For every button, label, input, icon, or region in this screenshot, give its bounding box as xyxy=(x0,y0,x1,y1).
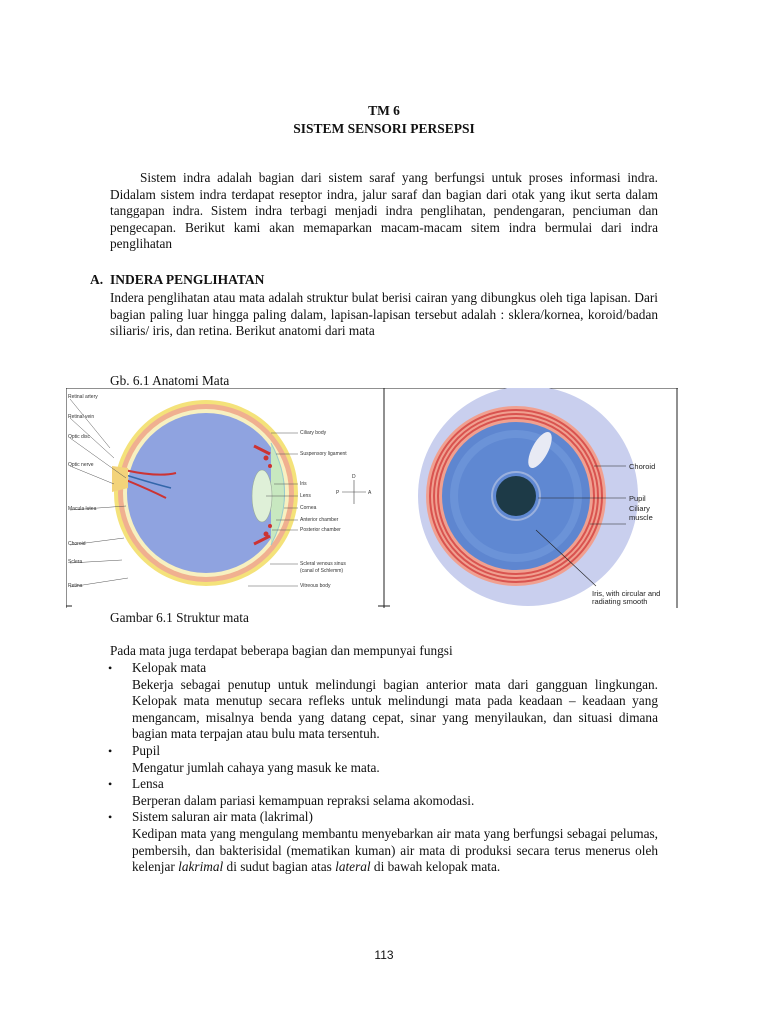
function-list xyxy=(108,660,658,876)
label-choroid: Choroid xyxy=(68,541,86,547)
figure-frame xyxy=(66,388,678,608)
svg-text:Ciliary body: Ciliary body xyxy=(300,430,327,436)
svg-text:radiating smooth: radiating smooth xyxy=(592,597,648,606)
list-item-term: Lensa xyxy=(132,776,164,792)
page-title: SISTEM SENSORI PERSEPSI xyxy=(293,121,475,136)
svg-text:(canal of Schlemm): (canal of Schlemm) xyxy=(300,568,344,574)
iris-front-view xyxy=(418,388,638,606)
list-item-desc: Bekerja sebagai penutup untuk melindungi bagian anterior mata dari gangguan lingkungan. Kelopak mata menutup secara refleks untuk melindungi mata pada keadaan – keadaan yang mengancam, misalnya benda yang datang cepat, sinar yang menyilaukan, dan situasi dimana bagian mata terpajan atau bulu mata tersentuh. xyxy=(132,676,658,742)
desc-text: di sudut bagian atas xyxy=(223,859,336,875)
desc-text: Kedipan mata yang mengulang membantu menyebarkan air mata yang berfungsi sebagai pelumas, pembersih, dan bakterisidal (mematikan kuman) air mata di produksi secara terus menerus oleh kelenjar xyxy=(132,825,658,875)
svg-text:A: A xyxy=(368,490,372,496)
section-heading: INDERA PENGLIHATAN xyxy=(110,272,265,287)
svg-text:Vitreous body: Vitreous body xyxy=(300,583,331,589)
left-labels-right xyxy=(300,430,347,589)
label-retina: Retina xyxy=(68,583,83,589)
functions-intro: Pada mata juga terdapat beberapa bagian dan mempunyai fungsi xyxy=(110,643,453,658)
label-optic-disc: Optic disc xyxy=(68,434,90,440)
figure-caption-top: Gb. 6.1 Anatomi Mata xyxy=(110,373,230,388)
desc-italic-term: lakrimal xyxy=(178,859,224,875)
list-item-desc xyxy=(132,826,658,876)
label-optic-nerve: Optic nerve xyxy=(68,462,94,468)
bullet-symbol: • xyxy=(108,661,113,675)
label-sclera: Sclera xyxy=(68,559,83,565)
list-item xyxy=(108,776,658,809)
svg-text:Pupil: Pupil xyxy=(629,494,646,503)
svg-text:Choroid: Choroid xyxy=(629,462,656,471)
eye-cross-section xyxy=(70,399,372,587)
label-macula-lutea: Macula lutea xyxy=(68,506,97,512)
list-item-desc: Mengatur jumlah cahaya yang masuk ke mata. xyxy=(132,759,380,775)
svg-text:Anterior chamber: Anterior chamber xyxy=(300,517,339,523)
page-number: 113 xyxy=(374,948,394,962)
bullet-symbol: • xyxy=(108,810,113,825)
svg-text:Scleral venous sinus: Scleral venous sinus xyxy=(300,561,346,567)
list-item-term: Pupil xyxy=(132,742,161,758)
list-item xyxy=(108,809,658,875)
section-body: Indera penglihatan atau mata adalah struktur bulat berisi cairan yang dibungkus oleh tiga lapisan. Dari bagian paling luar hingga paling dalam, lapisan-lapisan tersebut adalah : sklera/kornea, koroid/badan siliaris/ iris, dan retina. Berikut anatomi dari mata xyxy=(110,290,658,339)
svg-text:Suspensory ligament: Suspensory ligament xyxy=(300,451,347,457)
label-retinal-artery: Retinal artery xyxy=(68,394,98,400)
list-item-term: Kelopak mata xyxy=(132,660,207,675)
section-marker: A. xyxy=(90,272,104,287)
eye-anatomy-figure xyxy=(66,388,678,608)
list-item-desc: Berperan dalam pariasi kemampuan repraksi selama akomodasi. xyxy=(132,792,475,808)
svg-text:Lens: Lens xyxy=(300,493,311,499)
svg-text:Iris, with circular and: Iris, with circular and xyxy=(592,589,661,598)
svg-text:muscle: muscle xyxy=(629,513,653,522)
svg-text:Posterior chamber: Posterior chamber xyxy=(300,527,341,533)
chapter-code: TM 6 xyxy=(368,103,400,118)
svg-text:Iris: Iris xyxy=(300,481,307,487)
left-labels-left xyxy=(68,394,98,589)
desc-text: di bawah kelopak mata. xyxy=(370,859,501,875)
list-item xyxy=(108,660,658,743)
list-item-term: Sistem saluran air mata (lakrimal) xyxy=(132,809,313,825)
desc-italic-term: lateral xyxy=(335,859,371,875)
bullet-symbol: • xyxy=(108,743,113,758)
list-item xyxy=(108,742,658,776)
figure-caption-bottom: Gambar 6.1 Struktur mata xyxy=(110,610,249,625)
svg-text:Ciliary: Ciliary xyxy=(629,504,650,513)
intro-paragraph: Sistem indra adalah bagian dari sistem saraf yang berfungsi untuk proses informasi indra. Didalam sistem indra terdapat reseptor indra, jalur saraf dan bagian dari otak yang ikut serta dalam tanggapan indra. Sistem indra terbagi menjadi indra penglihatan, pendengaran, penciuman dan pengecapan. Berikut kami akan memaparkan macam-macam sitem indra bermulai dari indra penglihatan xyxy=(110,170,658,252)
svg-text:Cornea: Cornea xyxy=(300,505,317,511)
bullet-symbol: • xyxy=(108,777,113,792)
label-retinal-vein: Retinal vein xyxy=(68,414,95,420)
svg-text:P: P xyxy=(336,490,340,496)
svg-text:D: D xyxy=(352,474,356,480)
